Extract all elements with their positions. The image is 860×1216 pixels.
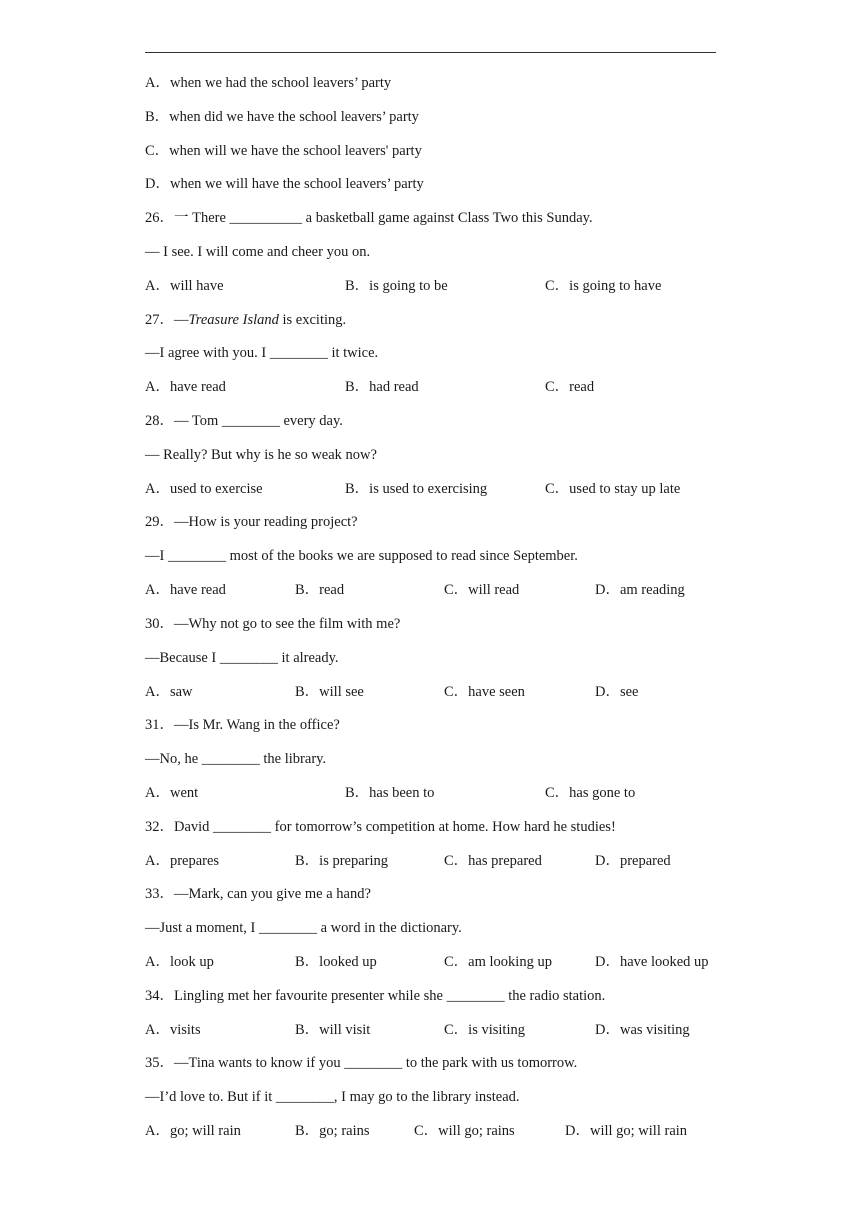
option-d: D．see [595, 684, 639, 700]
option-a: A．saw [145, 684, 193, 700]
question-32: 32．David ________ for tomorrow’s competition at home. How hard he studies! [145, 819, 616, 835]
question-33-reply: —Just a moment, I ________ a word in the dictionary. [145, 920, 462, 936]
option-b: B．read [295, 582, 345, 598]
option-b: B．had read [345, 379, 419, 395]
question-28-reply: — Really? But why is he so weak now? [145, 447, 377, 463]
book-title: Treasure Island [188, 312, 279, 328]
option-c: C．is going to have [545, 278, 662, 294]
option-b: B．will visit [295, 1022, 371, 1038]
option-c: C．has prepared [444, 853, 542, 869]
question-29: 29．—How is your reading project? [145, 514, 358, 530]
option-a: A．used to exercise [145, 481, 263, 497]
question-35-reply: —I’d love to. But if it ________, I may go to the library instead. [145, 1089, 520, 1105]
option-c: C．has gone to [545, 785, 636, 801]
option-a: A．visits [145, 1022, 201, 1038]
question-31-reply: —No, he ________ the library. [145, 751, 327, 767]
option-c: C．read [545, 379, 595, 395]
question-31: 31．—Is Mr. Wang in the office? [145, 717, 340, 733]
option-a: A．have read [145, 582, 226, 598]
option-b: B．has been to [345, 785, 435, 801]
option-a: A．look up [145, 954, 214, 970]
option-b: B．looked up [295, 954, 377, 970]
option-c: C．used to stay up late [545, 481, 681, 497]
question-30-reply: —Because I ________ it already. [145, 650, 339, 666]
option-b: B．go; rains [295, 1123, 370, 1139]
question-29-reply: —I ________ most of the books we are supposed to read since September. [145, 548, 578, 564]
header-rule [145, 52, 716, 53]
question-33: 33．—Mark, can you give me a hand? [145, 886, 371, 902]
option-b: B．is used to exercising [345, 481, 488, 497]
option-a: A．go; will rain [145, 1123, 241, 1139]
question-27-prefix: 27．— [145, 312, 189, 328]
option-d: D．am reading [595, 582, 685, 598]
option-d: D．was visiting [595, 1022, 690, 1038]
option-a: A．prepares [145, 853, 220, 869]
question-27-suffix: is exciting. [278, 312, 347, 328]
option-b: B．will see [295, 684, 364, 700]
option-b: B．is preparing [295, 853, 389, 869]
option-c: C．will go; rains [414, 1123, 515, 1139]
question-27-reply: —I agree with you. I ________ it twice. [145, 345, 379, 361]
option-d: D．have looked up [595, 954, 709, 970]
question-26-reply: — I see. I will come and cheer you on. [145, 244, 371, 260]
option-a: A．will have [145, 278, 224, 294]
question-35: 35．—Tina wants to know if you ________ to the park with us tomorrow. [145, 1055, 578, 1071]
option-text: B．when did we have the school leavers’ party [145, 109, 419, 125]
question-30: 30．—Why not go to see the film with me? [145, 616, 401, 632]
option-b: B．is going to be [345, 278, 448, 294]
question-26: 26．一 There __________ a basketball game against Class Two this Sunday. [145, 210, 593, 226]
option-text: D．when we will have the school leavers’ party [145, 176, 424, 192]
question-28: 28．— Tom ________ every day. [145, 413, 343, 429]
option-c: C．have seen [444, 684, 525, 700]
option-a: A．have read [145, 379, 226, 395]
question-34: 34．Lingling met her favourite presenter while she ________ the radio station. [145, 988, 606, 1004]
option-text: A．when we had the school leavers’ party [145, 75, 392, 91]
option-c: C．will read [444, 582, 520, 598]
option-c: C．am looking up [444, 954, 552, 970]
option-a: A．went [145, 785, 199, 801]
option-d: D．prepared [595, 853, 671, 869]
question-27 [145, 311, 346, 329]
option-text: C．when will we have the school leavers' party [145, 143, 422, 159]
option-c: C．is visiting [444, 1022, 525, 1038]
option-d: D．will go; will rain [565, 1123, 688, 1139]
